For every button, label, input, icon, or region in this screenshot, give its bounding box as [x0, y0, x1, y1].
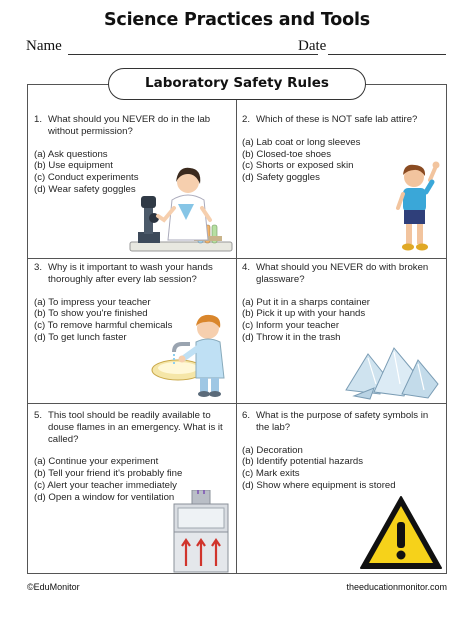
question-card-4 [242, 262, 440, 344]
scientist-with-microscope-icon [128, 160, 234, 256]
grid-row-divider-2 [27, 403, 447, 404]
answer-options [242, 297, 440, 344]
answer-option-c[interactable]: (c) Shorts or exposed skin [242, 160, 354, 172]
answer-option-a[interactable]: (a) Continue your experiment [34, 456, 159, 468]
date-label: Date [298, 38, 327, 54]
child-washing-hands-icon [150, 312, 234, 398]
date-field-line[interactable] [328, 54, 446, 55]
answer-option-a[interactable]: (a) Decoration [242, 444, 303, 456]
answer-option-d[interactable]: (d) Throw it in the trash [242, 331, 341, 343]
question-text: Why is it important to wash your hands thoroughly after every lab session? [48, 262, 213, 285]
grid-row-divider-1 [27, 258, 447, 259]
question-text: This tool should be readily available to douse flames in an emergency. What is it called? [48, 410, 223, 445]
answer-option-b[interactable]: (b) To show you're finished [34, 308, 148, 320]
answer-option-b[interactable]: (b) Tell your friend it's probably fine [34, 468, 183, 480]
answer-option-a[interactable]: (a) Ask questions [34, 148, 108, 160]
answer-option-c[interactable]: (c) Mark exits [242, 468, 300, 480]
question-text: What should you NEVER do in the lab without permission? [48, 114, 211, 137]
fume-hood-icon [170, 490, 232, 574]
answer-option-a[interactable]: (a) To impress your teacher [34, 296, 151, 308]
question-number: 5. [34, 410, 43, 421]
answer-option-b[interactable]: (b) Use equipment [34, 160, 113, 172]
answer-option-c[interactable]: (c) Inform your teacher [242, 320, 340, 332]
answer-option-d[interactable]: (d) Wear safety goggles [34, 183, 136, 195]
answer-option-a[interactable]: (a) Put it in a sharps container [242, 296, 370, 308]
answer-option-b[interactable]: (b) Pick it up with your hands [242, 308, 366, 320]
footer-website[interactable]: theeducationmonitor.com [346, 582, 447, 592]
question-number: 4. [242, 262, 251, 273]
question-number: 2. [242, 114, 251, 125]
answer-option-b[interactable]: (b) Identify potential hazards [242, 456, 364, 468]
section-title-banner: Laboratory Safety Rules [108, 68, 366, 100]
answer-options [242, 445, 440, 492]
warning-sign-icon [358, 494, 444, 572]
answer-option-d[interactable]: (d) Show where equipment is stored [242, 479, 396, 491]
broken-glass-icon [344, 344, 440, 400]
answer-option-a[interactable]: (a) Lab coat or long sleeves [242, 136, 361, 148]
answer-option-c[interactable]: (c) To remove harmful chemicals [34, 320, 173, 332]
grid-vertical-divider [236, 100, 237, 574]
answer-option-d[interactable]: (d) To get lunch faster [34, 331, 127, 343]
footer-copyright: ©EduMonitor [27, 582, 80, 592]
question-number: 6. [242, 410, 251, 421]
answer-option-c[interactable]: (c) Conduct experiments [34, 172, 139, 184]
answer-option-d[interactable]: (d) Open a window for ventilation [34, 491, 175, 503]
question-text: What should you NEVER do with broken glassware? [256, 262, 429, 285]
question-text: Which of these is NOT safe lab attire? [256, 114, 418, 125]
name-label: Name [26, 38, 62, 54]
question-number: 3. [34, 262, 43, 273]
name-field-line[interactable] [68, 54, 318, 55]
name-date-row [26, 38, 456, 58]
answer-option-c[interactable]: (c) Alert your teacher immediately [34, 479, 177, 491]
boy-waving-icon [390, 160, 440, 254]
question-number: 1. [34, 114, 43, 125]
question-card-6 [242, 410, 440, 492]
answer-option-d[interactable]: (d) Safety goggles [242, 172, 320, 184]
answer-option-b[interactable]: (b) Closed-toe shoes [242, 148, 332, 160]
question-text: What is the purpose of safety symbols in the lab? [256, 410, 429, 433]
worksheet-title: Science Practices and Tools [104, 10, 370, 30]
